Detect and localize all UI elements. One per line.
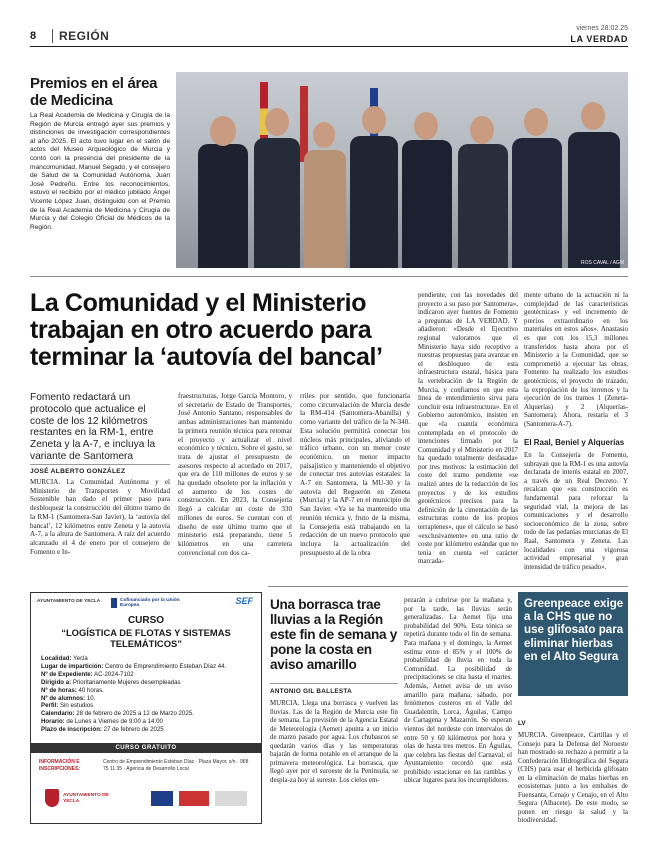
ad-detail-row: Calendario: 28 de febrero de 2025 a 12 de Marzo 2025. [41, 710, 194, 718]
sidebar-headline: Greenpeace exige a la CHS que no use glifosato para eliminar hierbas en el Alto Segura [524, 597, 624, 663]
main-byline: JOSÉ ALBERTO GONZÁLEZ [30, 468, 126, 475]
ad-detail-row: Dirigido a: Prioritariamente Mujeres desempleadas [41, 678, 181, 686]
section-label: REGIÓN [52, 29, 109, 43]
ad-detail-row: Perfil: Sin estudios [41, 702, 94, 710]
ad-free-banner: CURSO GRATUITO [31, 743, 261, 753]
ad-kicker: CURSO [127, 615, 165, 626]
sidebar-body: MURCIA. Greenpeace, Cartillas y el Consejo para la Defensa del Noroeste han mostrado su rechazo a permitir a la Confederación Hidrográfica del Segura (CHS) para usar el herbicida glifosato en la eliminación de malas hierbas en ecosistemas junto a los embalses de Fuensanta, Cenajo y Cenajo, en el Alto Segura (Albacete). De este modo, se ponen en riesgo la salud y la biodiversidad. [518, 732, 628, 824]
ministry-logo-icon [179, 791, 209, 806]
region-logo-icon [215, 791, 247, 806]
main-body-col1: MURCIA. La Comunidad Autónoma y el Ministerio de Transportes y Movilidad Sostenible han dado el primer paso para desbloquear la construcción del último tramo de la RM-1 (Santomera-San Javier), la ‘autovía del bancal’, 12 kilómetros entre Zeneta y la autovía A-7, a la altura de Santomera. A raíz del acuerdo alcanzado el 4 de enero por el consejero de Fomento e In- [30, 478, 170, 556]
course-ad [30, 592, 262, 824]
main-subhead: El Raal, Beniel y Alquerías [524, 438, 625, 447]
storm-byline-rule [270, 683, 398, 684]
section-rule [30, 276, 628, 277]
main-body-col2: fraestructuras, Jorge García Montoro, y el secretario de Estado de Transportes, José Antonio Santano, responsables de ambas administraciones han mantenido la primera reunión técnica para retomar el proyecto y actualizar el nivel económico y técnico. Sobre el gasto, se trata de ajustar el presupuesto de asesores respecto al acordado en 2017, que era de 110 millones de euros y se ha quedado obsoleto por la inflación y el aumento de los costes de construcción. En 2023, la Consejería llegó a calcular un coste de 330 millones de euros. Se cuentan con el diseño de este último tramo que el ministerio está preparando, tiene 5 kilómetros en una carretera convencional con dos ca- [178, 392, 292, 557]
page-header [30, 25, 628, 48]
ad-detail-row: Nº de alumnos: 10. [41, 694, 96, 702]
main-body-col3: rriles por sentido, que funcionaría como circunvalación de Murcia desde la RM-414 (Santomera-Abanilla) y como variante del tráfico de la N-340. Esta solución permitirá conectar los núcleos más principales, aliviando el tráfico urbano, con un menor coste económico, un menor impacto paisajístico y manteniendo el objetivo de conectar tres autovías estatales: la A-7 en Santomera, la MU-30 y la autovía del Reguerón en Zeneta (Murcia) y la AP-7 en el municipio de San Javier. «Ya se ha mantenido una reunión técnica y, fruto de la misma, la Consejería está trabajando en la redacción de un nuevo protocolo que incluya la actualización del presupuesto al de la obra [300, 392, 410, 557]
page-number: 8 [30, 30, 37, 42]
main-headline: La Comunidad y el Ministerio trabajan en otro acuerdo para terminar la ‘autovía del bancal’ [30, 289, 383, 371]
ad-info-label: INFORMACIÓN E INSCRIPCIONES: [39, 759, 81, 772]
newspaper-brand: LA VERDAD [570, 34, 628, 44]
storm-byline: ANTONIO GIL BALLESTA [270, 688, 352, 695]
storm-headline: Una borrasca trae lluvias a la Región este fin de semana y pone la costa en aviso amarillo [270, 597, 397, 672]
eu-flag-icon [151, 791, 173, 806]
town-shield-icon [45, 789, 59, 807]
ad-org: AYUNTAMIENTO DE YECLA [37, 599, 101, 604]
main-body-col5a: mente urbano de la actuación ni la complejidad de las características geotécnicas» y «el incremento de precios extraordinario en los materiales en estos años». Anastasio es que con los 15,3 millones transferidos hasta ahora por el Ministerio a la Comunidad, que se comprometió a ejecutar las obras, Fomento ha realizado los estudios geotécnicos, el proyecto de trazado, la expropiación de los terrenos y la ejecución de los tramos 1 (Zeneta-Alquerías) y 2 (Alquerías-Santomera). Ahora, restaría el 3 (Santomera-A-7). [524, 292, 628, 428]
storm-body-col1: MURCIA. Llega una borrasca y vuelven las lluvias. Las de la Región de Murcia este fin de semana. La previsión de la Agencia Estatal de Meteorología (Aemet) apunta a un inicio de marzo pasado por agua. Los chubascos se quedarán varios días y las temperaturas bajarán de forma notable en el arranque de la primavera meteorológica. La borrasca, que llegó ayer por el suroeste de la Península, se despla-za hoy al sureste. Los cielos em- [270, 700, 398, 784]
header-rule [30, 46, 628, 47]
main-standfirst: Fomento redactará un protocolo que actualice el coste de los 12 kilómetros restantes en la RM-1, entre Zeneta y la A-7, e incluya la variante de Santomera [30, 392, 156, 462]
ad-detail-row: Nº de horas: 40 horas. [41, 686, 104, 694]
ad-town: AYUNTAMIENTO DE YECLA [63, 793, 109, 804]
ad-details [41, 655, 255, 734]
main-body-col4: pendiente, con las novedades del proyecto a su paso por Santomera», indicaron ayer fuentes de Fomento a preguntas de LA VERDAD. Y añadieron: «Desde el Ejecutivo regional valoramos que el Ministerio haya sido receptivo a nuestras propuestas para avanzar en el desbloqueo de esta infraestructura estatal, básica para la vertebración de la Región de Murcia, y confiamos en que esta línea de entendimiento sirva para concluir esta infraestructura». En el Gobierno autonómico, insisten en que «la cuantía económica contemplada en el protocolo de intenciones firmado por la Comunidad y el Ministerio en 2017 ha quedado totalmente desfasada» por tres motivos: la estimación del coste del tramo pendiente «se realizó antes de la redacción de los proyectos y de los estudios geotécnicos precisos para la definición de la cimentación de las estructuras como de los propios terraplenes», que el cálculo se basó «exclusivamente» en una ratio de coste por kilómetro estándar que no tenía en cuenta «el carácter marcada- [418, 292, 518, 566]
ad-detail-row: Nº de Expediente: AC-2024-7102 [41, 670, 134, 678]
ad-logo-strip [151, 789, 251, 809]
lower-rule [268, 586, 628, 587]
ad-title: “LOGÍSTICA DE FLOTAS Y SISTEMAS TELEMÁTICOS” [61, 627, 231, 649]
ad-sef-logo: SEF [235, 596, 253, 606]
ad-detail-row: Plazo de inscripción: 27 de febrero de 2025 [41, 726, 164, 734]
ad-detail-row: Horario: de Lunes a Viernes de 9:00 a 14:00 [41, 718, 163, 726]
byline-rule [30, 464, 170, 465]
ad-detail-row: Lugar de impartición: Centro de Emprendimiento Esteban Díaz 44. [41, 662, 227, 670]
ad-info-lines: Centro de Emprendimiento Esteban Díaz · Plaza Mayor, s/n · 968 75 11 35 · Agencia de Desarrollo Local [103, 759, 249, 772]
ad-eu-funding: Cofinanciado por la Unión Europea [111, 598, 191, 608]
storm-body-col2: pezarán a cubrirse por la mañana y, por la tarde, las lluvias serán generalizadas. La Aemet fija una probabilidad del 90%. Esta tónica se repetirá durante todo el fin de semana. Para mañana y el domingo, la Aemet estima entre el 85% y el 100% de probabilidad de lluvia en toda la Comunidad. La posibilidad de precipitaciones se cita hasta el martes. Además, Aemet avisa de un aviso amarillo para mañana, sábado, por fenómenos costeros en el Valle del Guadalentín, Lorca, Águilas, Campo de Cartagena y Mazarrón. Se esperan vientos del nordeste con intervalos de entre 50 y 60 kilómetros por hora y olas de hasta tres metros. En Águilas, que celebra las fiestas del Carnaval, el Ayuntamiento recordó que está prohibido estacionar en las ramblas y ubicar lugares para los incumplidores. [404, 597, 512, 785]
photo-credit: ROS CAVAL / AGM [581, 260, 624, 266]
main-body-col5b: En la Consejería de Fomento, subrayan que la RM-1 es una autovía declarada de interés estatal en 2007, a través de un Real Decreto. Y recalcan que «su construcción es fundamental para reforzar la seguridad vial, la mejora de las comunicaciones y el desarrollo socioeconómico de la zona, sobre todo de las pedanías murcianas de El Raal, Santomera y Zeneta. Las localidades con una vigorosa actividad empresarial y gran intensidad de tráfico pesado». [524, 452, 628, 571]
awards-caption: La Real Academia de Medicina y Cirugía de la Región de Murcia entregó ayer sus premios y distinciones de investigación correspondientes al año 2025. El acto tuvo lugar en el salón de actos del Museo Arqueológico de Murcia y contó con la presencia del presidente de la mancomunidad, Manuel Segado, y el consejero de Salud de la Comunidad Autónoma, Juan José Pedreño. Entre los reconocimientos, estuvo el recibido por el médico jubilado Ángel Vicente López Juan, distinguido con el Premio de la Real Academia de Medicina y Cirugía de Murcia y del Colegio Oficial de Médicos de la Región. [30, 112, 170, 231]
ad-detail-row: Localidad: Yecla [41, 655, 88, 662]
sidebar-byline: LV [518, 720, 526, 727]
awards-photo [176, 72, 628, 268]
issue-date: viernes 28.02.25 [576, 25, 628, 32]
awards-title: Premios en el área de Medicina [30, 75, 158, 109]
